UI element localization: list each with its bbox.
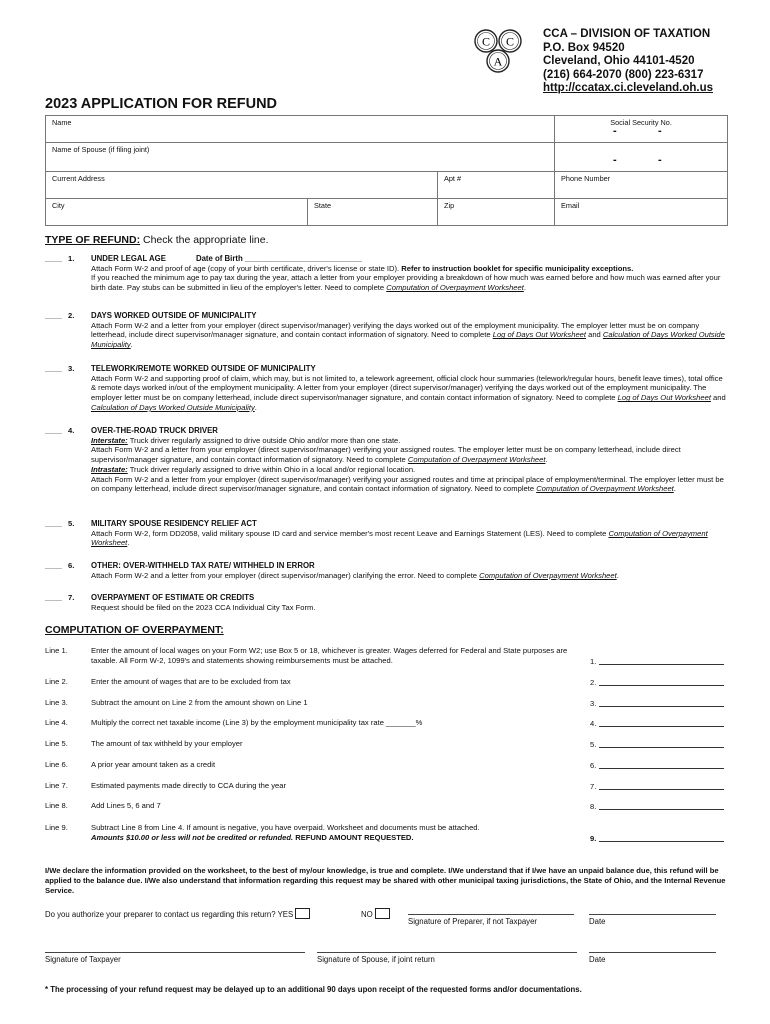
refund-option-3: ____ 3. TELEWORK/REMOTE WORKED OUTSIDE OF MUNICIPALITY Attach Form W-2 and supporting proof of claim, which may, but is not limited to, a telework agreement, official clock hour summaries (telework/regular hours, benefit leave times), total office & remote days worked in/out of the employment municipality. A letter from your employer (direct supervisor/manager) verifying the days worked out of the employment municipality. The employer letter must be on company letterhead, include direct supervisor/manager signature, and contain contact information of signatory. Need to complete Log of Days Out Worksheet and Calculation of Days Worked Outside Municipality.: [45, 364, 726, 412]
preparer-date-label: Date: [589, 917, 606, 926]
refund-option-4: ____ 4. OVER-THE-ROAD TRUCK DRIVER Interstate: Truck driver regularly assigned to drive outside Ohio and/or more than one state. Attach Form W-2 and a letter from your employer (direct supervisor/manager) verifying your assigned routes. The employer letter must be on company letterhead, include direct supervisor/manager signature, and contain contact information of signatory. Need to complete Computation of Overpayment Worksheet. Intrastate: Truck driver regularly assigned to drive within Ohio in a local and/or regional location. Attach Form W-2 and a letter from your employer (direct supervisor/manager) verifying your assigned routes and time at principal place of employment/terminal. The employer letter must be on company letterhead, include direct supervisor/manager signature, and contain contact information of signatory. Need to complete Computation of Overpayment Worksheet.: [45, 426, 727, 494]
option-title: OVERPAYMENT OF ESTIMATE OR CREDITS: [91, 593, 255, 602]
line-3-amount-field[interactable]: 3.: [590, 698, 724, 709]
name-field[interactable]: [46, 116, 555, 143]
worksheet-link[interactable]: Computation of Overpayment Worksheet: [407, 455, 546, 465]
state-field[interactable]: [308, 199, 438, 226]
state-label: State: [314, 201, 332, 210]
spouse-name-field[interactable]: [46, 143, 555, 172]
spouse-signature-line[interactable]: [317, 952, 577, 953]
worksheet-link[interactable]: Calculation of Days Worked Outside Municipality: [91, 330, 725, 350]
line-4-amount-field[interactable]: 4.: [590, 718, 724, 729]
date-line[interactable]: [589, 952, 716, 953]
apt-label: Apt #: [444, 174, 462, 183]
option-number: 1.: [68, 254, 75, 263]
city-field[interactable]: [46, 199, 308, 226]
svg-text:C: C: [505, 34, 515, 49]
worksheet-link[interactable]: Log of Days Out Worksheet: [617, 393, 711, 403]
svg-text:C: C: [481, 34, 491, 49]
option-number: 2.: [68, 311, 75, 320]
spouse-signature-label: Signature of Spouse, if joint return: [317, 955, 435, 964]
email-field[interactable]: [555, 199, 728, 226]
agency-line: Cleveland, Ohio 44101-4520: [543, 55, 695, 68]
declaration-text: I/We declare the information provided on the worksheet, to the best of my/our knowledge, is true and complete. I/We understand that if I/we have an unpaid balance due, this refund will be applied to the balance due. I/We also understand that information regarding this request may be shared with other municipal taxing jurisdictions, the State of Ohio, and the Internal Revenue Service.: [45, 866, 726, 895]
date-of-birth-field[interactable]: Date of Birth ___________________________: [195, 254, 362, 263]
phone-label: Phone Number: [561, 174, 611, 183]
address-field[interactable]: [46, 172, 438, 199]
option-number: 6.: [68, 561, 75, 570]
ssn-label: Social Security No.: [610, 118, 672, 127]
option-title: UNDER LEGAL AGE: [91, 254, 166, 263]
check-line[interactable]: ____: [45, 311, 62, 320]
cca-logo: [472, 25, 524, 77]
ssn-dash: -: [658, 154, 662, 166]
refund-option-1: ____ 1. UNDER LEGAL AGE Date of Birth ___________________________ Attach Form W-2 and proof of age (copy of your birth certificate, driver's license or state ID). Refer to instruction booklet for specific municipality exceptions. If you reached the minimum age to pay tax during the year, attach a letter from your employer providing a breakdown of how much was earned before and how much was earned after your birth date. Pay stubs can be submitted in lieu of the employer's letter. Need to complete Computation of Overpayment Worksheet.: [45, 254, 721, 293]
option-title: MILITARY SPOUSE RESIDENCY RELIEF ACT: [91, 519, 257, 528]
yes-checkbox[interactable]: [295, 908, 310, 919]
email-label: Email: [561, 201, 580, 210]
no-checkbox[interactable]: [375, 908, 390, 919]
check-line[interactable]: ____: [45, 364, 62, 373]
refund-option-2: ____ 2. DAYS WORKED OUTSIDE OF MUNICIPALITY Attach Form W-2 and a letter from your employer (direct supervisor/manager) verifying the days worked out of the employment municipality. The employer letter must be on company letterhead, include direct supervisor/manager signature, and contain contact information of signatory. Need to complete Log of Days Out Worksheet and Calculation of Days Worked Outside Municipality.: [45, 311, 727, 350]
check-line[interactable]: ____: [45, 593, 62, 602]
date-label: Date: [589, 955, 606, 964]
form-title: 2023 APPLICATION FOR REFUND: [45, 96, 278, 112]
worksheet-link[interactable]: Computation of Overpayment Worksheet: [386, 283, 524, 293]
option-number: 4.: [68, 426, 75, 435]
option-title: OTHER: OVER-WITHHELD TAX RATE/ WITHHELD IN ERROR: [91, 561, 315, 570]
line-8-amount-field[interactable]: 8.: [590, 801, 724, 812]
computation-heading: COMPUTATION OF OVERPAYMENT:: [45, 624, 224, 636]
ssn-dash: -: [613, 154, 617, 166]
apt-field[interactable]: [438, 172, 555, 199]
spouse-name-label: Name of Spouse (if filing joint): [52, 145, 150, 154]
option-number: 3.: [68, 364, 75, 373]
worksheet-link[interactable]: Computation of Overpayment Worksheet: [479, 570, 617, 580]
taxpayer-signature-label: Signature of Taxpayer: [45, 955, 121, 964]
preparer-date-line[interactable]: [589, 914, 716, 915]
agency-address: [543, 28, 713, 96]
preparer-signature-label: Signature of Preparer, if not Taxpayer: [408, 917, 538, 926]
line-6-amount-field[interactable]: 6.: [590, 760, 724, 771]
phone-field[interactable]: [555, 172, 728, 199]
refund-option-5: ____ 5. MILITARY SPOUSE RESIDENCY RELIEF ACT Attach Form W-2, form DD2058, valid military spouse ID card and service member's most recent Leave and Earnings Statement (LES). Need to complete Computation of Overpayment Worksheet.: [45, 519, 727, 548]
option-title: TELEWORK/REMOTE WORKED OUTSIDE OF MUNICIPALITY: [91, 364, 316, 373]
worksheet-link[interactable]: Computation of Overpayment Worksheet: [536, 484, 674, 494]
name-label: Name: [52, 118, 72, 127]
option-number: 7.: [68, 593, 75, 602]
line-7-amount-field[interactable]: 7.: [590, 781, 724, 792]
zip-field[interactable]: [438, 199, 555, 226]
authorize-no-option: NO: [361, 908, 390, 919]
line-2-amount-field[interactable]: 2.: [590, 677, 724, 688]
refund-option-6: ____ 6. OTHER: OVER-WITHHELD TAX RATE/ WITHHELD IN ERROR Attach Form W-2 and a letter from your employer (direct supervisor/manager) clarifying the error. Need to complete Computation of Overpayment Worksheet.: [45, 561, 727, 580]
worksheet-link[interactable]: Log of Days Out Worksheet: [492, 330, 586, 340]
taxpayer-info-table: [45, 115, 728, 226]
worksheet-link[interactable]: Calculation of Days Worked Outside Municipality: [91, 402, 255, 412]
worksheet-link[interactable]: Computation of Overpayment Worksheet: [91, 528, 708, 548]
svg-text:A: A: [493, 54, 503, 69]
taxpayer-signature-line[interactable]: [45, 952, 305, 953]
check-line[interactable]: ____: [45, 254, 62, 263]
option-title: DAYS WORKED OUTSIDE OF MUNICIPALITY: [91, 311, 257, 320]
line-5-amount-field[interactable]: 5.: [590, 739, 724, 750]
address-label: Current Address: [52, 174, 105, 183]
option-title: OVER-THE-ROAD TRUCK DRIVER: [91, 426, 218, 435]
agency-line: CCA – DIVISION OF TAXATION: [543, 28, 711, 40]
ssn-dash: -: [613, 125, 617, 137]
line-1-amount-field[interactable]: 1.: [590, 656, 724, 667]
city-label: City: [52, 201, 65, 210]
spouse-ssn-field[interactable]: [555, 143, 728, 172]
processing-footnote: * The processing of your refund request may be delayed up to an additional 90 days upon receipt of the requested forms and/or documentations.: [45, 985, 582, 994]
refund-option-7: ____ 7. OVERPAYMENT OF ESTIMATE OR CREDITS Request should be filed on the 2023 CCA Individual City Tax Form.: [45, 593, 727, 612]
check-line[interactable]: ____: [45, 561, 62, 570]
line-9-refund-amount-field[interactable]: 9.: [590, 833, 724, 844]
ssn-dash: -: [658, 125, 662, 137]
agency-line: P.O. Box 94520: [543, 41, 625, 54]
zip-label: Zip: [444, 201, 455, 210]
check-line[interactable]: ____: [45, 519, 62, 528]
preparer-signature-line[interactable]: [408, 914, 574, 915]
option-number: 5.: [68, 519, 75, 528]
check-line[interactable]: ____: [45, 426, 62, 435]
type-of-refund-heading: TYPE OF REFUND: Check the appropriate line.: [45, 234, 269, 246]
authorize-preparer-question: Do you authorize your preparer to contact us regarding this return? YES: [45, 908, 310, 919]
agency-line: (216) 664-2070 (800) 223-6317: [543, 68, 704, 81]
ssn-field[interactable]: [555, 116, 728, 143]
agency-url-link[interactable]: http://ccatax.ci.cleveland.oh.us: [543, 82, 713, 95]
